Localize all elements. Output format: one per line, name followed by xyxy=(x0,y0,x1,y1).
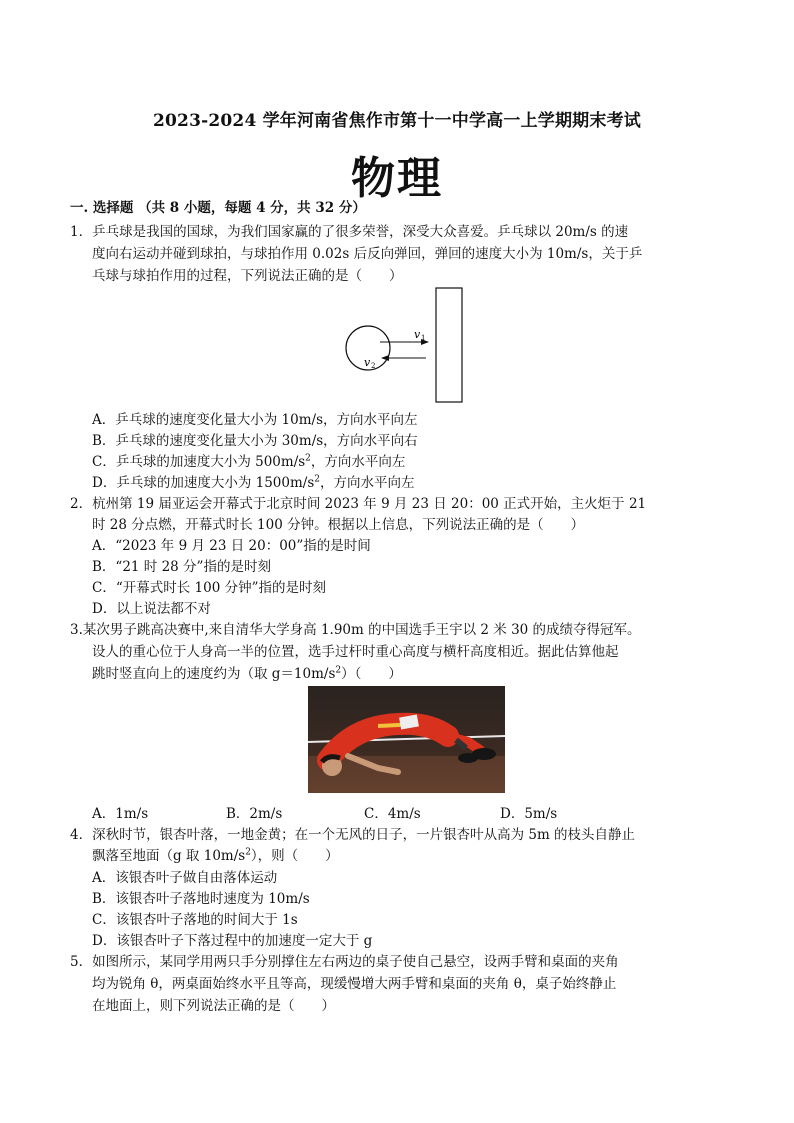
q1-figure-ball-racket xyxy=(338,286,468,404)
q3-option-d: D．5m/s xyxy=(500,806,558,822)
q3-option-b: B．2m/s xyxy=(226,806,283,822)
q5-text-line: 5．如图所示，某同学用两只手分别撑住左右两边的桌子使自己悬空，设两手臂和桌面的夹角 xyxy=(70,954,619,970)
q2-text-line: 时 28 分点燃，开幕式时长 100 分钟。根据以上信息，下列说法正确的是（ ） xyxy=(92,517,585,533)
q2-option-c: C．“开幕式时长 100 分钟”指的是时刻 xyxy=(92,580,326,596)
racket xyxy=(436,288,462,402)
exam-title: 2023-2024 学年河南省焦作市第十一中学高一上学期期末考试 xyxy=(152,111,641,131)
high-jump-photo xyxy=(308,686,505,793)
q5-text-line: 在地面上，则下列说法正确的是（ ） xyxy=(92,998,335,1014)
q1-text-line: 乓球与球拍作用的过程，下列说法正确的是（ ） xyxy=(92,268,403,284)
q3-text-line: 设人的重心位于人身高一半的位置，选手过杆时重心高度与横杆高度相近。据此估算他起 xyxy=(92,644,619,660)
q4-text-line: 4．深秋时节，银杏叶落，一地金黄；在一个无风的日子，一片银杏叶从高为 5m 的枝头自静止 xyxy=(70,827,636,843)
q4-option-d: D．该银杏叶子下落过程中的加速度一定大于 g xyxy=(92,933,373,949)
v1-label: v xyxy=(414,328,421,341)
v1-subscript: 1 xyxy=(421,334,426,342)
q4-text-line: 飘落至地面（g 取 $10m/s^2$），则（ ） xyxy=(92,847,339,864)
v2-label: v xyxy=(364,356,371,369)
q4-option-a: A．该银杏叶子做自由落体运动 xyxy=(92,870,278,886)
q3-option-a: A．1m/s xyxy=(92,806,149,822)
q4-option-b: B．该银杏叶子落地时速度为 10m/s xyxy=(92,891,310,907)
q1-option-a: A．乒乓球的速度变化量大小为 10m/s，方向水平向左 xyxy=(92,412,418,428)
section-heading: 一. 选择题 （共 8 小题，每题 4 分，共 32 分） xyxy=(70,200,366,216)
q4-option-c: C．该银杏叶子落地的时间大于 1s xyxy=(92,912,298,928)
q2-text-line: 2．杭州第 19 届亚运会开幕式于北京时间 2023 年 9 月 23 日 20：00 正式开始，主火炬于 21 xyxy=(70,496,647,512)
q3-text-line: 3.某次男子跳高决赛中,来自清华大学身高 1.90m 的中国选手王宇以 2 米 30 的成绩夺得冠军。 xyxy=(70,622,641,638)
q1-option-b: B．乒乓球的速度变化量大小为 30m/s，方向水平向右 xyxy=(92,433,418,449)
q5-text-line: 均为锐角 θ，两桌面始终水平且等高，现缓慢增大两手臂和桌面的夹角 θ，桌子始终静止 xyxy=(92,976,617,992)
q3-option-c: C．4m/s xyxy=(364,806,421,822)
q1-option-c: C．乒乓球的加速度大小为 $500m/s^2$，方向水平向左 xyxy=(92,453,406,470)
q2-option-d: D．以上说法都不对 xyxy=(92,601,211,617)
subject-title: 物理 xyxy=(351,153,443,204)
q1-text-line: 1．乒乓球是我国的国球，为我们国家赢的了很多荣誉，深受大众喜爱。乒乓球以 20m/s 的速 xyxy=(70,224,629,240)
q1-option-d: D．乒乓球的加速度大小为 $1500m/s^2$，方向水平向左 xyxy=(92,474,415,491)
q2-option-b: B．“21 时 28 分”指的是时刻 xyxy=(92,559,271,575)
q3-text-line: 跳时竖直向上的速度约为（取 $g=10m/s^2$）（ ） xyxy=(92,665,402,682)
q2-option-a: A．“2023 年 9 月 23 日 20：00”指的是时间 xyxy=(92,538,371,554)
q1-text-line: 度向右运动并碰到球拍，与球拍作用 0.02s 后反向弹回，弹回的速度大小为 10m/s，关于乒 xyxy=(92,246,643,262)
v2-subscript: 2 xyxy=(371,362,376,370)
